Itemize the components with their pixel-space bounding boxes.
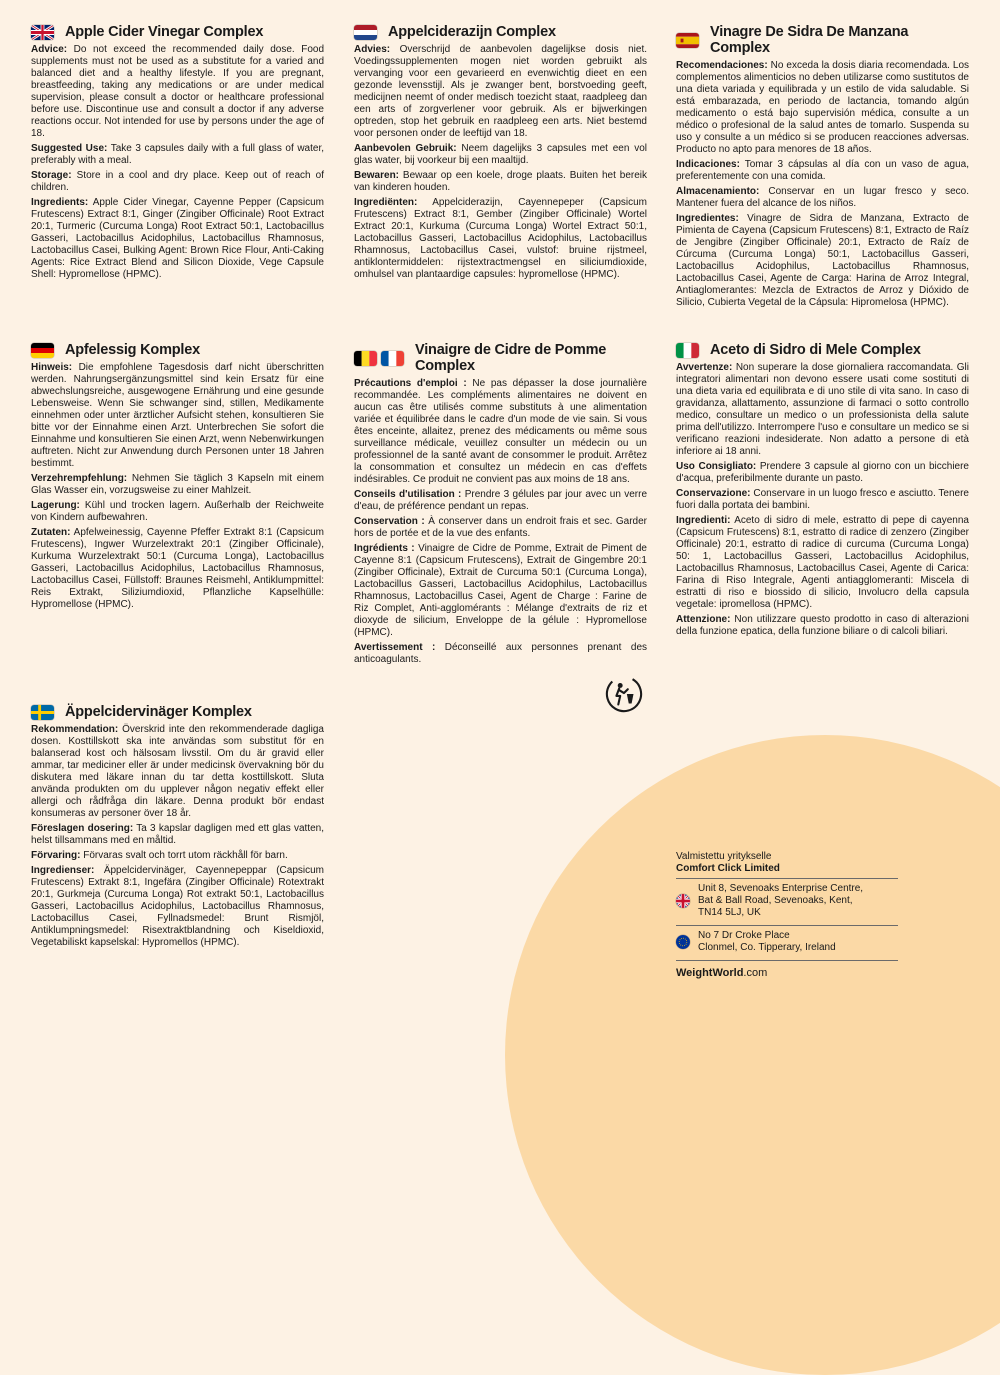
brand-website xyxy=(676,960,898,979)
section-title: Aceto di Sidro di Mele Complex xyxy=(710,342,921,358)
storage-paragraph xyxy=(676,488,969,512)
storage-label: Conservazione: xyxy=(676,488,751,499)
advice-text: Non superare la dose giornaliera raccomandata. Gli integratori alimentari non devono essere usati come sostituti di una dieta varia ed equilibrata e di uno stile di vita sano. In caso di gravidanza, allattamento, assunzione di farmaci o sotto controllo medico, consultare un medico o un professionista della salute prima dell'utilizzo. Interrompere l'uso e consultare un medico se si verificano reazioni indesiderate. Non adatto a persone di età inferiore ai 18 anni. xyxy=(676,362,970,457)
section-title: Vinaigre de Cidre de Pomme Complex xyxy=(415,342,607,374)
advice-label: Advies: xyxy=(354,44,391,55)
manufacturer-intro: Valmistettu yritykselle xyxy=(676,851,772,862)
advice-label: Advice: xyxy=(31,44,68,55)
use-label: Verzehrempfehlung: xyxy=(31,473,128,484)
ingredients-paragraph xyxy=(31,197,324,281)
eu-address-row xyxy=(676,925,898,957)
brand-name: WeightWorld xyxy=(676,967,744,979)
section-heading xyxy=(676,342,969,358)
tidyman-recycle-icon xyxy=(605,675,643,713)
ingredients-paragraph xyxy=(676,515,969,611)
address-line: No 7 Dr Croke Place xyxy=(698,930,790,941)
storage-paragraph xyxy=(31,170,324,194)
manufacturer-block xyxy=(676,851,898,979)
advice-paragraph xyxy=(676,362,969,458)
section-english xyxy=(31,24,324,284)
storage-label: Lagerung: xyxy=(31,500,80,511)
storage-paragraph xyxy=(31,850,324,862)
ie-address xyxy=(698,930,836,954)
section-title: Vinagre De Sidra De Manzana Complex xyxy=(710,24,909,56)
address-line: Unit 8, Sevenoaks Enterprise Centre, xyxy=(698,883,864,894)
ingredients-paragraph xyxy=(31,865,324,949)
warning-text: Déconseillé aux personnes prenant des anticoagulants. xyxy=(354,642,648,665)
background-circle xyxy=(505,735,1000,1375)
warning-label: Attenzione: xyxy=(676,614,731,625)
storage-label: Almacenamiento: xyxy=(676,186,760,197)
section-title: Äppelcidervinäger Komplex xyxy=(65,704,252,720)
section-heading xyxy=(31,342,324,358)
ingredients-label: Ingrediënten: xyxy=(354,197,418,208)
france-flag-icon xyxy=(381,351,404,366)
use-label: Uso Consigliato: xyxy=(676,461,757,472)
advice-text: Do not exceed the recommended daily dose. Food supplements must not be used as a substitute for a varied and balanced diet and a healthy lifestyle. If you are pregnant, breastfeeding, taking any medications or are under medical supervision, please consult a doctor or healthcare professional before use. Discontinue use and consult a doctor if any adverse reactions occur. Not intended for use by persons under the age of 18. xyxy=(31,44,324,139)
section-heading xyxy=(676,24,969,56)
ingredients-paragraph xyxy=(31,527,324,611)
section-swedish xyxy=(31,704,324,952)
use-text: Ta 3 kapslar dagligen med ett glas vatten, helst tillsammans med en måltid. xyxy=(31,823,324,846)
spain-flag-icon xyxy=(676,33,699,48)
section-dutch xyxy=(354,24,647,284)
ingredients-text: Appelciderazijn, Cayennepeper (Capsicum Frutescens) Extract 8:1, Gember (Zingiber Officinale) Wortel Extract 20:1, Kurkuma (Curcuma Longa) Wortel Extract 50:1, Lactobacillus Gasseri, Lactobacillus Acidophilus, Lactobacillus Rhamnosus, Lactobacillus Casei, vulstof: bruine rijstmeel, antiklontermiddelen: rijstextractmengsel en siliciumdioxide, omhulsel van plantaardige capsules: hypromellose (HPMC). xyxy=(354,197,647,280)
use-paragraph xyxy=(676,159,969,183)
ingredients-label: Ingredienser: xyxy=(31,865,95,876)
advice-paragraph xyxy=(354,44,647,140)
advice-label: Rekommendation: xyxy=(31,724,119,735)
use-text: Prendre 3 gélules par jour avec un verre d'eau, de préférence pendant un repas. xyxy=(354,489,648,512)
advice-text: Overschrijd de aanbevolen dagelijkse dosis niet. Voedingssupplementen mogen niet worden gebruikt als vervanging voor een gevarieerd en evenwichtig dieet en een gezonde levensstijl. Als je zwanger bent, borstvoeding geeft, medicijnen neemt of onder medisch toezicht staat, raadpleeg dan een arts of zorgverlener voor gebruik. Als er bijwerkingen optreden, stop het gebruik en raadpleeg een arts. Niet bestemd voor personen onder de leeftijd van 18. xyxy=(354,44,648,139)
warning-label: Avertissement : xyxy=(354,642,436,653)
advice-label: Recomendaciones: xyxy=(676,60,768,71)
advice-paragraph xyxy=(676,60,969,156)
use-paragraph xyxy=(31,143,324,167)
advice-label: Précautions d'emploi : xyxy=(354,378,467,389)
section-title: Appelciderazijn Complex xyxy=(388,24,556,40)
eu-flag-icon xyxy=(676,935,690,949)
ingredients-label: Ingrédients : xyxy=(354,543,415,554)
storage-label: Bewaren: xyxy=(354,170,400,181)
uk-flag-icon xyxy=(676,894,690,908)
storage-paragraph xyxy=(354,516,647,540)
ingredients-label: Ingredienti: xyxy=(676,515,731,526)
section-german xyxy=(31,342,324,614)
warning-paragraph xyxy=(676,614,969,638)
storage-text: Store in a cool and dry place. Keep out of reach of children. xyxy=(31,170,324,193)
advice-label: Hinweis: xyxy=(31,362,73,373)
use-text: Neem dagelijks 3 capsules met een vol glas water, bij voorkeur bij een maaltijd. xyxy=(354,143,647,166)
use-paragraph xyxy=(354,143,647,167)
section-french xyxy=(354,342,647,669)
ingredients-text: Apple Cider Vinegar, Cayenne Pepper (Capsicum Frutescens) Extract 8:1, Ginger (Zingiber Officinale) Root Extract 20:1, Turmeric (Curcuma Longa) Root Extract 50:1, Lactobacillus Gasseri, Lactobacillus Acidophilus, Lactobacillus Rhamnosus, Lactobacillus Casei, Bulking Agent: Brown Rice Flour, Anti-Caking Agents: Rice Extract Blend and Silicon Dioxide, Vege Capsule Shell: Hypromellose (HPMC). xyxy=(31,197,324,280)
ingredients-label: Ingredients: xyxy=(31,197,89,208)
advice-text: Överskrid inte den rekommenderade dagliga dosen. Kosttillskott ska inte användas som substitut för en balanserad kost och hälsosam livsstil. Om du är gravid eller ammar, tar mediciner eller är under medicinsk övervakning bör du diskutera med läkare innan du tar detta kosttillskott. Sluta använda produkten om du upplever någon negativ effekt eller allergi och rådfråga din läkare. Denna produkt bör endast konsumeras av personer över 18 år. xyxy=(31,724,324,819)
storage-text: Förvaras svalt och torrt utom räckhåll för barn. xyxy=(83,850,288,861)
brand-domain: .com xyxy=(743,967,768,979)
ingredients-text: Äppelcidervinäger, Cayennepeppar (Capsicum Frutescens) Extrakt 8:1, Ingefära (Zingiber Officinale) Rotextrakt 20:1, Gurkmeja (Curcuma Longa) Rot extrakt 50:1, Lactobacillus Gasseri, Lactobacillus Acidophilus, Lactobacillus Rhamnosus, Lactobacillus Casei, Fyllnadsmedel: Brunt Rismjöl, Antiklumpningsmedel: Risextraktblandning och Kiseldioxid, Vegetabiliskt kapselskal: Hypromellos (HPMC). xyxy=(31,865,324,948)
section-heading xyxy=(31,24,324,40)
advice-paragraph xyxy=(31,44,324,140)
advice-label: Avvertenze: xyxy=(676,362,733,373)
use-text: Take 3 capsules daily with a full glass of water, preferably with a meal. xyxy=(31,143,324,166)
advice-text: Ne pas dépasser la dose journalière recommandée. Les compléments alimentaires ne doivent en aucun cas être utilisés comme substituts à une alimentation variée et équilibrée dans le cadre d'un mode de vie sain. Si vous êtes enceinte, allaitez, prenez des médicaments ou même sous surveillance médicale, veuillez consulter un médecin ou un professionnel de la santé avant de consommer le produit. Arrêtez la consommation et consultez un médecin en cas d'effets indésirables. Ce produit ne convient pas aux moins de 18 ans. xyxy=(354,378,647,485)
advice-paragraph xyxy=(31,724,324,820)
belgium-flag-icon xyxy=(354,351,377,366)
storage-text: À conserver dans un endroit frais et sec. Garder hors de portée et de la vue des enfants. xyxy=(354,516,647,539)
address-line: Bat & Ball Road, Sevenoaks, Kent, xyxy=(698,895,853,906)
section-title: Apfelessig Komplex xyxy=(65,342,200,358)
ingredients-text: Apfelweinessig, Cayenne Pfeffer Extrakt 8:1 (Capsicum Frutescens), Ingwer Wurzelextrakt 20:1 (Zingiber Officinale), Kurkuma Wurzelextrakt 50:1 (Curcuma Longa), Lactobacillus Gasseri, Lactobacillus Acidophilus, Lactobacillus Rhamnosus, Lactobacillus Casei, Füllstoff: Braunes Reismehl, Antiklumpmittel: Reis Extrakt, Siliziumdioxid, Pflanzliche Kapselhülle: Hypromellose (HPMC). xyxy=(31,527,324,610)
netherlands-flag-icon xyxy=(354,25,377,40)
section-spanish xyxy=(676,24,969,312)
ingredients-text: Vinagre de Sidra de Manzana, Extracto de Pimienta de Cayena (Capsicum Frutescens) 8:1, Extracto de Raíz de Jengibre (Zingiber Officinale) 20:1, Extracto de Raíz de Cúrcuma (Curcuma Longa) 50:1, Lactobacillus Gasseri, Lactobacillus Acidophilus, Lactobacillus Rhamnosus, Lactobacillus Casei, Agente de Carga: Harina de Arroz Integral, Antiaglomerantes: Mezcla de Extractos de Arroz y Dióxido de Silicio, Cubierta Vegetal de la Cápsula: Hipromelosa (HPMC). xyxy=(676,213,969,308)
use-text: Tomar 3 cápsulas al día con un vaso de agua, preferentemente con una comida. xyxy=(676,159,969,182)
use-text: Nehmen Sie täglich 3 Kapseln mit einem Glas Wasser ein, vorzugsweise zu einer Mahlzeit. xyxy=(31,473,325,496)
use-label: Föreslagen dosering: xyxy=(31,823,134,834)
uk-address-row xyxy=(676,878,898,922)
warning-text: Non utilizzare questo prodotto in caso di alterazioni della funzione epatica, della funzione biliare o di calcoli biliari. xyxy=(676,614,969,637)
storage-paragraph xyxy=(354,170,647,194)
storage-paragraph xyxy=(31,500,324,524)
ingredients-text: Aceto di sidro di mele, estratto di pepe di cayenna (Capsicum Frutescens) 8:1, estratto di radice di zenzero (Zingiber Officinale) 20:1, estratto di radice di curcuma (Curcuma Longa) 50: 1, Lactobacillus Gasseri, Lactobacillus Acidophilus, Lactobacillus Rhamnosus, Lactobacillus Casei, Agente di Carica: Farina di Riso Integrale, Agenti antiagglomeranti: Miscela di estratti di riso e biossido di silicio, Involucro della capsula vegetale: ipromellosa (HPMC). xyxy=(676,515,969,610)
use-paragraph xyxy=(676,461,969,485)
use-label: Suggested Use: xyxy=(31,143,108,154)
use-text: Prendere 3 capsule al giorno con un bicchiere d'acqua, preferibilmente durante un pasto. xyxy=(676,461,969,484)
storage-text: Conservar en un lugar fresco y seco. Mantener fuera del alcance de los niños. xyxy=(676,186,969,209)
ingredients-paragraph xyxy=(676,213,969,309)
address-line: Clonmel, Co. Tipperary, Ireland xyxy=(698,942,836,953)
section-heading xyxy=(354,24,647,40)
use-label: Conseils d'utilisation : xyxy=(354,489,462,500)
ingredients-text: Vinaigre de Cidre de Pomme, Extrait de Piment de Cayenne 8:1 (Capsicum Frutescens), Extrait de Gingembre 20:1 (Zingiber Officinale), Extrait de Curcuma 50:1 (Curcuma Longa), Lactobacillus Gasseri, Lactobacillus Acidophilus, Lactobacillus Rhamnosus, Lactobacillus Casei, Agent de Charge : Farine de Riz Complet, Anti-agglomérants : Mélange d'extraits de riz et dioxyde de silicium, Enveloppe de la gélule : Hypromellose (HPMC). xyxy=(354,543,647,638)
storage-label: Förvaring: xyxy=(31,850,81,861)
advice-text: Die empfohlene Tagesdosis darf nicht überschritten werden. Nahrungsergänzungsmittel sind kein Ersatz für eine abwechslungsreiche, ausgewogene Ernährung und eine gesunde Lebensweise. Wenn Sie schwanger sind, stillen, Medikamente einnehmen oder unter ärztlicher Aufsicht stehen, konsultieren Sie bitte vor der Einnahme einen Arzt. Unterbrechen Sie sofort die Einnahme und konsultieren Sie einen Arzt, wenn Nebenwirkungen auftreten. Nicht zur Anwendung durch Personen unter 18 Jahren bestimmt. xyxy=(31,362,324,469)
advice-paragraph xyxy=(354,378,647,486)
storage-text: Bewaar op een koele, droge plaats. Buiten het bereik van kinderen houden. xyxy=(354,170,648,193)
section-heading xyxy=(31,704,324,720)
ingredients-paragraph xyxy=(354,197,647,281)
storage-text: Conservare in un luogo fresco e asciutto. Tenere fuori dalla portata dei bambini. xyxy=(676,488,969,511)
ingredients-paragraph xyxy=(354,543,647,639)
sweden-flag-icon xyxy=(31,705,54,720)
storage-text: Kühl und trocken lagern. Außerhalb der Reichweite von Kindern aufbewahren. xyxy=(31,500,324,523)
section-italian xyxy=(676,342,969,641)
use-label: Aanbevolen Gebruik: xyxy=(354,143,457,154)
section-heading xyxy=(354,342,647,374)
warning-paragraph xyxy=(354,642,647,666)
ingredients-label: Zutaten: xyxy=(31,527,71,538)
use-label: Indicaciones: xyxy=(676,159,740,170)
ingredients-label: Ingredientes: xyxy=(676,213,739,224)
storage-paragraph xyxy=(676,186,969,210)
advice-paragraph xyxy=(31,362,324,470)
storage-label: Storage: xyxy=(31,170,72,181)
uk-address xyxy=(698,883,863,919)
italy-flag-icon xyxy=(676,343,699,358)
use-paragraph xyxy=(31,823,324,847)
use-paragraph xyxy=(354,489,647,513)
manufacturer-company: Comfort Click Limited xyxy=(676,863,780,874)
uk-flag-icon xyxy=(31,25,54,40)
section-title: Apple Cider Vinegar Complex xyxy=(65,24,264,40)
storage-label: Conservation : xyxy=(354,516,425,527)
address-line: TN14 5LJ, UK xyxy=(698,907,761,918)
use-paragraph xyxy=(31,473,324,497)
germany-flag-icon xyxy=(31,343,54,358)
advice-text: No exceda la dosis diaria recomendada. Los complementos alimenticios no deben utilizarse como sustitutos de una dieta variada y equilibrada y un estilo de vida saludable. Si está embarazada, en periodo de lactancia, tomando algún medicamento o está bajo supervisión médica, consulte a un médico o profesional de la salud antes de tomarlo. Suspenda su uso y consulte a un médico si se producen reacciones adversas. Producto no apto para menores de 18 años. xyxy=(676,60,969,155)
